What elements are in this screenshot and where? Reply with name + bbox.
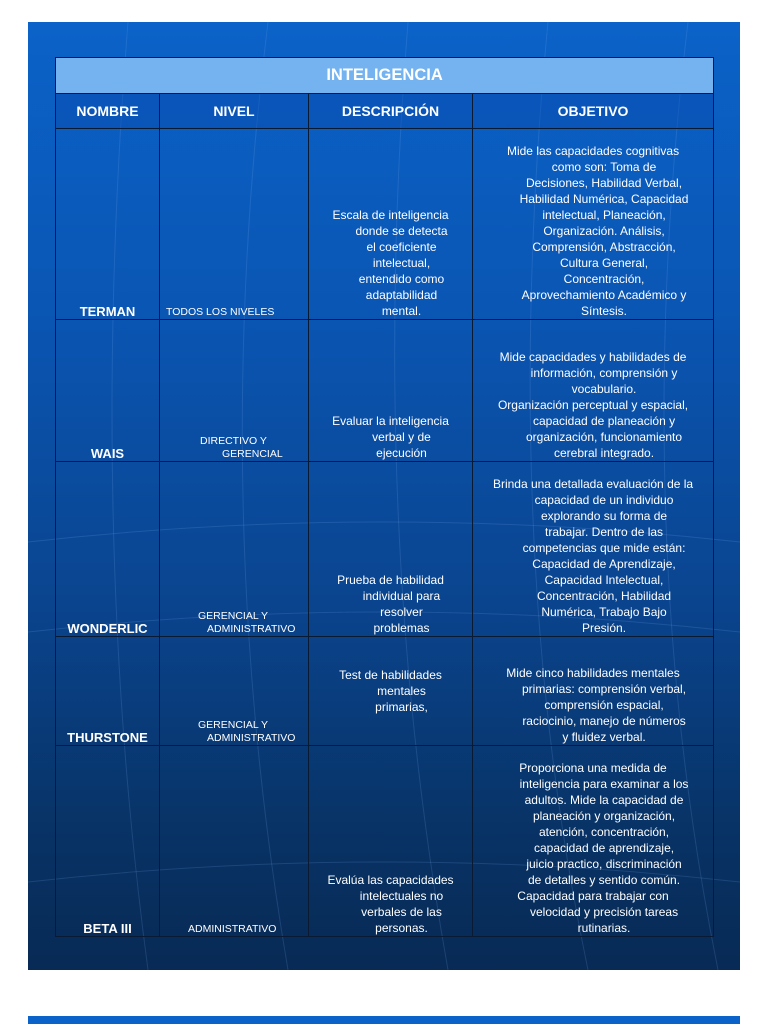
row-descripcion	[309, 320, 473, 462]
desc-line: ejecución	[376, 446, 427, 460]
row-descripcion	[309, 637, 473, 746]
desc-line: intelectuales no	[359, 889, 444, 903]
obj-line: inteligencia para examinar a los	[519, 777, 689, 791]
next-slide-edge	[28, 1016, 740, 1024]
intelligence-table	[55, 57, 714, 937]
obj-line: comprensión espacial,	[544, 698, 664, 712]
obj-line: información, comprensión y	[530, 366, 678, 380]
obj-line: primarias: comprensión verbal,	[521, 682, 687, 696]
desc-line: entendido como	[358, 272, 445, 286]
table-title: INTELIGENCIA	[56, 58, 714, 94]
row-objetivo	[473, 637, 714, 746]
nivel-line: ADMINISTRATIVO	[188, 923, 277, 935]
row-descripcion	[309, 462, 473, 637]
obj-line: Capacidad para trabajar con	[517, 889, 669, 903]
obj-line: Comprensión, Abstracción,	[532, 240, 676, 254]
obj-line: intelectual, Planeación,	[542, 208, 666, 222]
obj-line: trabajar. Dentro de las	[544, 525, 664, 539]
table-row	[56, 637, 714, 746]
row-nombre: WAIS	[56, 320, 160, 462]
obj-line: explorando su forma de	[540, 509, 668, 523]
nivel-line: DIRECTIVO Y	[200, 435, 267, 447]
obj-line: Habilidad Numérica, Capacidad	[519, 192, 689, 206]
header-descripcion: DESCRIPCIÓN	[309, 94, 473, 129]
desc-line: mentales	[377, 684, 426, 698]
desc-line: Evaluar la inteligencia	[332, 414, 449, 428]
desc-line: el coeficiente	[366, 240, 437, 254]
obj-line: Mide cinco habilidades mentales	[506, 666, 680, 680]
nivel-line: TODOS LOS NIVELES	[166, 306, 275, 318]
obj-line: Decisiones, Habilidad Verbal,	[525, 176, 683, 190]
desc-line: personas.	[375, 921, 428, 935]
row-nombre: THURSTONE	[56, 637, 160, 746]
obj-line: competencias que mide están:	[522, 541, 686, 555]
row-nivel	[160, 320, 309, 462]
obj-line: Presión.	[582, 621, 627, 635]
desc-line: resolver	[380, 605, 423, 619]
obj-line: raciocinio, manejo de números	[522, 714, 686, 728]
desc-line: Evalúa las capacidades	[327, 873, 454, 887]
header-nombre: NOMBRE	[56, 94, 160, 129]
table-row	[56, 462, 714, 637]
obj-line: capacidad de un individuo	[534, 493, 674, 507]
obj-line: Mide capacidades y habilidades de	[499, 350, 687, 364]
row-nombre: BETA III	[56, 746, 160, 937]
obj-line: planeación y organización,	[532, 809, 676, 823]
row-nivel	[160, 637, 309, 746]
nivel-line: GERENCIAL Y	[198, 610, 269, 622]
row-descripcion	[309, 129, 473, 320]
desc-line: Test de habilidades	[339, 668, 442, 682]
header-nivel: NIVEL	[160, 94, 309, 129]
obj-line: Brinda una detallada evaluación de la	[492, 477, 694, 491]
header-objetivo: OBJETIVO	[473, 94, 714, 129]
row-nivel	[160, 462, 309, 637]
obj-line: atención, concentración,	[538, 825, 670, 839]
row-descripcion	[309, 746, 473, 937]
obj-line: Concentración, Habilidad	[536, 589, 672, 603]
obj-line: Aprovechamiento Académico y	[521, 288, 687, 302]
obj-line: vocabulario.	[571, 382, 637, 396]
nivel-line: GERENCIAL	[222, 448, 283, 460]
row-nivel	[160, 746, 309, 937]
obj-line: Cultura General,	[560, 256, 649, 270]
obj-line: rutinarias.	[577, 921, 631, 935]
nivel-line: GERENCIAL Y	[198, 719, 269, 731]
desc-line: mental.	[381, 304, 422, 318]
obj-line: Capacidad de Aprendizaje,	[532, 557, 676, 571]
obj-line: Proporciona una medida de	[519, 761, 667, 775]
obj-line: juicio practico, discriminación	[526, 857, 682, 871]
obj-line: Mide las capacidades cognitivas	[506, 144, 680, 158]
obj-line: capacidad de planeación y	[532, 414, 676, 428]
obj-line: Capacidad Intelectual,	[544, 573, 664, 587]
obj-line: organización, funcionamiento	[525, 430, 683, 444]
obj-line: Organización perceptual y espacial,	[497, 398, 689, 412]
desc-line: individual para	[362, 589, 441, 603]
obj-line: Organización. Análisis,	[543, 224, 665, 238]
obj-line: cerebral integrado.	[553, 446, 655, 460]
desc-line: problemas	[373, 621, 430, 635]
row-objetivo	[473, 746, 714, 937]
row-nombre: WONDERLIC	[56, 462, 160, 637]
table-row	[56, 129, 714, 320]
desc-line: donde se detecta	[355, 224, 448, 238]
row-nivel	[160, 129, 309, 320]
desc-line: verbales de las	[361, 905, 442, 919]
obj-line: velocidad y precisión tareas	[529, 905, 679, 919]
slide	[28, 22, 740, 970]
obj-line: Concentración,	[563, 272, 645, 286]
row-nombre: TERMAN	[56, 129, 160, 320]
obj-line: capacidad de aprendizaje,	[533, 841, 675, 855]
row-objetivo	[473, 129, 714, 320]
table-row	[56, 320, 714, 462]
desc-line: Prueba de habilidad	[337, 573, 444, 587]
obj-line: de detalles y sentido común.	[527, 873, 681, 887]
row-objetivo	[473, 462, 714, 637]
nivel-line: ADMINISTRATIVO	[207, 623, 296, 635]
obj-line: como son: Toma de	[551, 160, 657, 174]
obj-line: y fluidez verbal.	[562, 730, 646, 744]
table-row	[56, 746, 714, 937]
obj-line: adultos. Mide la capacidad de	[524, 793, 684, 807]
desc-line: verbal y de	[372, 430, 431, 444]
row-objetivo	[473, 320, 714, 462]
nivel-line: ADMINISTRATIVO	[207, 732, 296, 744]
desc-line: primarias,	[375, 700, 428, 714]
obj-line: Síntesis.	[581, 304, 628, 318]
desc-line: intelectual,	[372, 256, 431, 270]
obj-line: Numérica, Trabajo Bajo	[541, 605, 667, 619]
desc-line: adaptabilidad	[365, 288, 438, 302]
desc-line: Escala de inteligencia	[332, 208, 449, 222]
